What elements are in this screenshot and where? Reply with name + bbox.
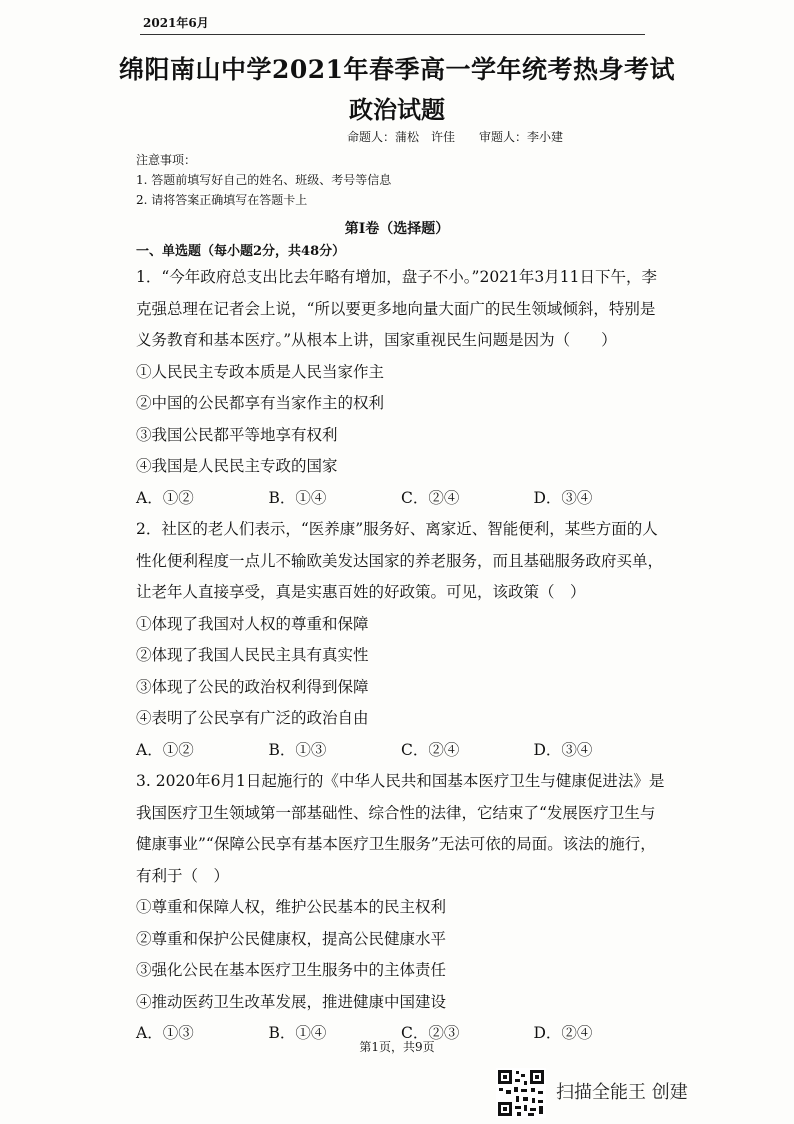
question-1 <box>136 262 666 514</box>
option-c: C．②③ <box>401 1024 460 1042</box>
question-3 <box>136 766 666 1050</box>
header-date: 2021年6月 <box>143 16 209 30</box>
question-item: ②尊重和保护公民健康权，提高公民健康水平 <box>136 929 447 948</box>
question-item: ①人民民主专政本质是人民当家作主 <box>136 362 385 381</box>
exam-authors: 命题人：蒲松 许佳 审题人：李小建 <box>346 130 563 144</box>
option-b: B．①④ <box>268 488 327 507</box>
option-b: B．①③ <box>268 740 327 759</box>
answer-options <box>136 483 666 515</box>
question-item: ④推动医药卫生改革发展，推进健康中国建设 <box>136 992 447 1011</box>
option-a: A．①② <box>136 740 194 759</box>
question-2 <box>136 514 666 766</box>
option-d: D．③④ <box>533 488 593 507</box>
question-item: ①体现了我国对人权的尊重和保障 <box>136 614 369 633</box>
exam-subtitle: 政治试题 <box>349 95 445 124</box>
question-item: ③强化公民在基本医疗卫生服务中的主体责任 <box>136 961 447 979</box>
page-footer: 第1页，共9页 <box>359 1040 435 1054</box>
option-a: A．①③ <box>136 1024 194 1042</box>
qr-code-icon <box>496 1068 546 1118</box>
option-a: A．①② <box>136 488 194 507</box>
option-c: C．②④ <box>401 740 460 759</box>
question-item: ③体现了公民的政治权利得到保障 <box>136 677 369 696</box>
section-subtitle: 一、单选题（每小题2分，共48分） <box>136 244 346 259</box>
option-c: C．②④ <box>401 488 460 507</box>
option-d: D．②④ <box>533 1024 593 1042</box>
question-item: ④我国是人民民主专政的国家 <box>136 457 338 475</box>
question-item: ③我国公民都平等地享有权利 <box>136 425 338 444</box>
section-title: 第Ⅰ卷（选择题） <box>344 221 450 237</box>
answer-options <box>136 735 666 767</box>
notice-item: 1. 答题前填写好自己的姓名、班级、考号等信息 <box>136 173 392 187</box>
question-stem: 2．社区的老人们表示，“医养康”服务好、离家近、智能便利，某些方面的人性化便利程度一点儿不输欧美发达国家的养老服务，而且基础服务政府买单，让老年人直接享受，真是实惠百姓的好政策。可见，该政策（ ） <box>136 520 664 601</box>
questions-area <box>136 262 666 1050</box>
question-item: ④表明了公民享有广泛的政治自由 <box>136 709 369 727</box>
header-divider <box>140 34 645 35</box>
question-item: ①尊重和保障人权，维护公民基本的民主权利 <box>136 898 447 916</box>
option-b: B．①④ <box>268 1024 327 1042</box>
notice-block <box>136 150 391 210</box>
question-item: ②中国的公民都享有当家作主的权利 <box>136 394 385 412</box>
option-d: D．③④ <box>533 740 593 759</box>
notice-heading: 注意事项： <box>136 153 197 167</box>
question-item: ②体现了我国人民民主具有真实性 <box>136 646 369 664</box>
question-stem: 3. 2020年6月1日起施行的《中华人民共和国基本医疗卫生与健康促进法》是我国医疗卫生领域第一部基础性、综合性的法律，它结束了“发展医疗卫生与健康事业”“保障公民享有基本医疗卫生服务”无法可依的局面。该法的施行，有利于（ ） <box>136 772 665 885</box>
notice-item: 2. 请将答案正确填写在答题卡上 <box>136 193 308 207</box>
scanner-watermark: 扫描全能王 创建 <box>556 1082 688 1103</box>
question-stem: 1．“今年政府总支出比去年略有增加，盘子不小。”2021年3月11日下午，李克强总理在记者会上说，“所以要更多地向量大面广的民生领域倾斜，特别是义务教育和基本医疗。”从根本上讲，国家重视民生问题是因为（ ） <box>136 268 657 349</box>
exam-title: 绵阳南山中学2021年春季高一学年统考热身考试 <box>118 55 676 84</box>
